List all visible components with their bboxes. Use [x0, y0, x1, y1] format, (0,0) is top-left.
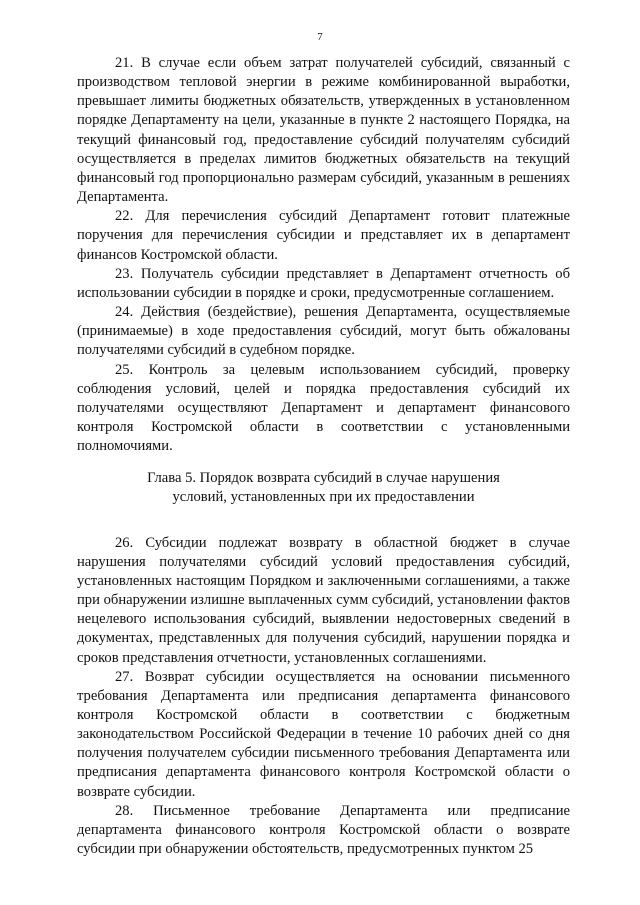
- paragraph-24: 24. Действия (бездействие), решения Департамента, осуществляемые (принимаемые) в ходе предоставления субсидий, могут быть обжалованы получателями субсидий в судебном порядке.: [77, 304, 570, 359]
- paragraph-28: 28. Письменное требование Департамента или предписание департамента финансового контроля Костромской области о возврате субсидии при обнаружении обстоятельств, предусмотренных пунктом 25: [77, 802, 570, 858]
- paragraph-25: 25. Контроль за целевым использованием субсидий, проверку соблюдения условий, целей и порядка предоставления субсидий их получателями осуществляют Департамент и департамент финансового контроля Костромской области в соответствии с установленными полномочиями.: [77, 361, 570, 455]
- document-body: [77, 54, 570, 859]
- chapter-heading: [77, 456, 570, 533]
- chapter-heading-line-2: условий, установленных при их предоставлении: [172, 489, 475, 506]
- paragraph-26: 26. Субсидии подлежат возврату в областной бюджет в случае нарушения получателями субсидий условий предоставления субсидий, установленных настоящим Порядком и заключенными соглашениями, а также при обнаружении излишне выплаченных сумм субсидий, установлении фактов нецелевого использования субсидий, выявлении недостоверных сведений в документах, представленных для получения субсидий, нарушении порядка и сроков представления отчетности, установленных соглашениями.: [77, 534, 570, 666]
- paragraph-21: 21. В случае если объем затрат получателей субсидий, связанный с производством тепловой энергии в режиме комбинированной выработки, превышает лимиты бюджетных обязательств, утвержденных в установленном порядке Департаменту на цели, указанные в пункте 2 настоящего Порядка, на текущий финансовый год, предоставление субсидий получателям субсидий осуществляется в пределах лимитов бюджетных обязательств на текущий финансовый год пропорционально размерам субсидий, указанным в решениях Департамента.: [77, 55, 570, 206]
- page-number: 7: [317, 31, 323, 43]
- paragraph-23: 23. Получатель субсидии представляет в Департамент отчетность об использовании субсидии в порядке и сроки, предусмотренные соглашением.: [77, 265, 570, 301]
- paragraph-22: 22. Для перечисления субсидий Департамент готовит платежные поручения для перечисления субсидии и представляет их в департамент финансов Костромской области.: [77, 208, 570, 263]
- paragraph-27: 27. Возврат субсидии осуществляется на основании письменного требования Департамента или предписания департамента финансового контроля Костромской области в соответствии с бюджетным законодательством Российской Федерации в течение 10 рабочих дней со дня получения получателем субсидии письменного требования Департамента или предписания департамента финансового контроля Костромской области о возврате субсидии.: [77, 668, 570, 800]
- chapter-heading-line-1: Глава 5. Порядок возврата субсидий в случае нарушения: [147, 470, 500, 487]
